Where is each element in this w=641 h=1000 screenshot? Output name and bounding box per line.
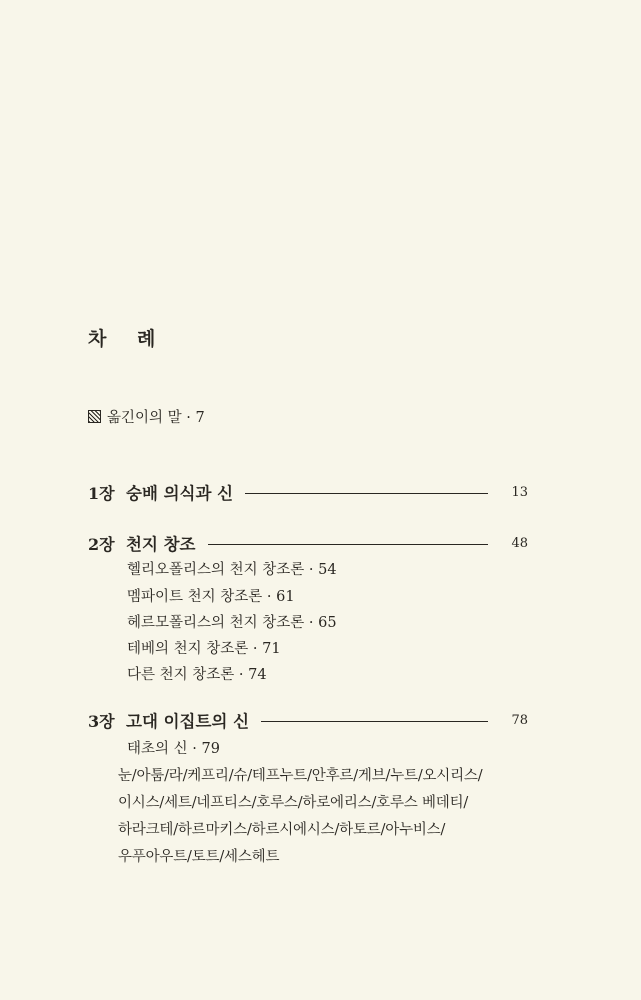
chapter-page: 48	[511, 535, 528, 551]
chapter-2-entry[interactable]	[88, 532, 528, 554]
chapter-1-entry[interactable]	[88, 481, 528, 503]
god-list-line: 눈/아툼/라/케프리/슈/테프누트/안후르/게브/누트/오시리스/	[118, 768, 483, 784]
god-list-line: 이시스/세트/네프티스/호루스/하로에리스/호루스 베데티/	[118, 795, 469, 811]
section-entry[interactable]: 테베의 천지 창조론 · 71	[127, 641, 281, 657]
toc-heading: 차 례	[88, 328, 168, 350]
hatched-square-icon	[88, 410, 101, 423]
section-entry[interactable]: 헤르모폴리스의 천지 창조론 · 65	[127, 615, 337, 631]
section-entry[interactable]: 태초의 신 · 79	[127, 741, 220, 757]
chapter-number: 2장	[88, 534, 115, 554]
chapter-title: 천지 창조	[126, 535, 196, 554]
section-entry[interactable]: 헬리오폴리스의 천지 창조론 · 54	[127, 562, 337, 578]
chapter-title: 숭배 의식과 신	[126, 484, 234, 503]
section-entry[interactable]: 다른 천지 창조론 · 74	[127, 667, 267, 683]
leader-line	[208, 544, 488, 545]
translator-note-label: 옮긴이의 말 · 7	[107, 410, 205, 426]
leader-line	[261, 721, 488, 722]
section-entry[interactable]: 멤파이트 천지 창조론 · 61	[127, 589, 295, 605]
translator-note-entry[interactable]	[88, 406, 205, 427]
god-list-line: 하라크테/하르마키스/하르시에시스/하토르/아누비스/	[118, 822, 446, 838]
chapter-title: 고대 이집트의 신	[126, 712, 250, 731]
chapter-page: 13	[511, 484, 528, 500]
chapter-page: 78	[511, 712, 528, 728]
chapter-number: 3장	[88, 711, 115, 731]
leader-line	[245, 493, 488, 494]
chapter-number: 1장	[88, 483, 115, 503]
chapter-3-entry[interactable]	[88, 709, 528, 731]
god-list-line: 우푸아우트/토트/세스헤트	[118, 849, 280, 865]
